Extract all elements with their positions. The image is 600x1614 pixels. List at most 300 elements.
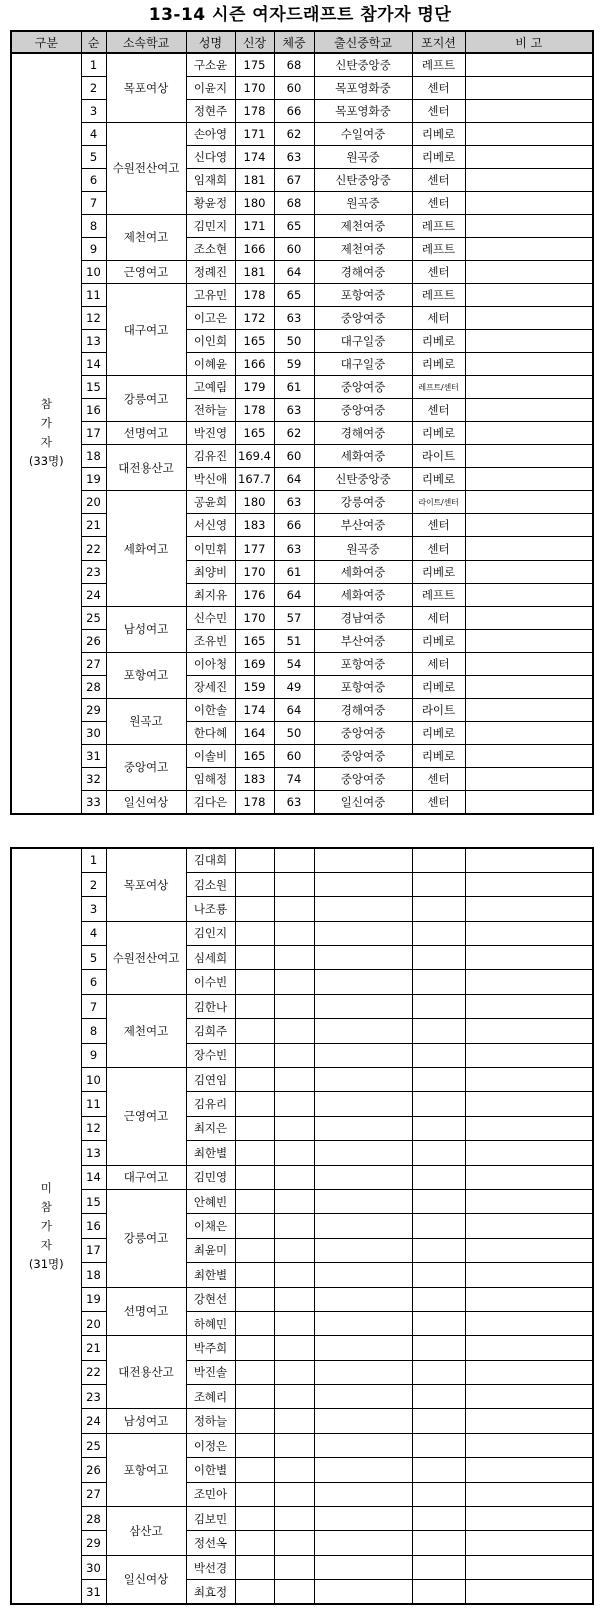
player-name: 박신애 bbox=[186, 468, 235, 491]
player-name: 최지은 bbox=[186, 1116, 235, 1140]
row-number: 15 bbox=[81, 376, 106, 399]
player-height: 170 bbox=[235, 76, 274, 99]
player-name: 나조룡 bbox=[186, 897, 235, 921]
player-name: 정현주 bbox=[186, 99, 235, 122]
player-middle-school: 일신여중 bbox=[314, 791, 412, 814]
player-position bbox=[412, 1311, 465, 1335]
player-height: 178 bbox=[235, 283, 274, 306]
row-number: 32 bbox=[81, 767, 106, 790]
row-number: 19 bbox=[81, 1287, 106, 1311]
player-height bbox=[235, 872, 274, 896]
player-position bbox=[412, 946, 465, 970]
player-name: 최한별 bbox=[186, 1263, 235, 1287]
player-height: 169 bbox=[235, 652, 274, 675]
player-middle-school bbox=[314, 1019, 412, 1043]
player-middle-school: 목포영화중 bbox=[314, 76, 412, 99]
player-position bbox=[412, 1068, 465, 1092]
table-row bbox=[11, 921, 593, 945]
player-weight bbox=[274, 872, 314, 896]
row-number: 13 bbox=[81, 330, 106, 353]
row-number: 17 bbox=[81, 422, 106, 445]
player-weight bbox=[274, 1433, 314, 1457]
row-number: 7 bbox=[81, 994, 106, 1018]
player-weight: 57 bbox=[274, 606, 314, 629]
player-name: 황윤정 bbox=[186, 191, 235, 214]
player-middle-school: 중앙여중 bbox=[314, 767, 412, 790]
player-remarks bbox=[465, 1092, 593, 1116]
player-remarks bbox=[465, 1433, 593, 1457]
player-middle-school: 중앙여중 bbox=[314, 399, 412, 422]
player-position: 센터 bbox=[412, 399, 465, 422]
player-middle-school bbox=[314, 1385, 412, 1409]
player-height bbox=[235, 1507, 274, 1531]
player-position bbox=[412, 1189, 465, 1213]
player-middle-school: 대구일중 bbox=[314, 330, 412, 353]
player-remarks bbox=[465, 237, 593, 260]
player-weight bbox=[274, 1214, 314, 1238]
col-header-weight: 체중 bbox=[274, 31, 314, 53]
player-remarks bbox=[465, 168, 593, 191]
player-remarks bbox=[465, 1555, 593, 1579]
player-remarks bbox=[465, 1531, 593, 1555]
table-row bbox=[11, 1385, 593, 1409]
player-remarks bbox=[465, 399, 593, 422]
player-middle-school bbox=[314, 1555, 412, 1579]
col-header-group: 구분 bbox=[11, 31, 81, 53]
player-name: 이정은 bbox=[186, 1433, 235, 1457]
school-name: 대구여고 bbox=[106, 1165, 186, 1189]
row-number: 5 bbox=[81, 145, 106, 168]
group-label-line: 미 bbox=[40, 1180, 52, 1195]
player-name: 장수빈 bbox=[186, 1043, 235, 1067]
player-remarks bbox=[465, 1458, 593, 1482]
player-name: 조소현 bbox=[186, 237, 235, 260]
table-row bbox=[11, 307, 593, 330]
table-row bbox=[11, 652, 593, 675]
row-number: 29 bbox=[81, 1531, 106, 1555]
player-middle-school: 경해여중 bbox=[314, 422, 412, 445]
player-name: 김유진 bbox=[186, 445, 235, 468]
player-height bbox=[235, 1336, 274, 1360]
player-position bbox=[412, 1238, 465, 1262]
player-middle-school bbox=[314, 1043, 412, 1067]
player-remarks bbox=[465, 283, 593, 306]
player-weight: 50 bbox=[274, 330, 314, 353]
player-weight: 61 bbox=[274, 376, 314, 399]
player-middle-school: 세화여중 bbox=[314, 560, 412, 583]
table-row bbox=[11, 122, 593, 145]
player-name: 김소원 bbox=[186, 872, 235, 896]
group-label-line: (33명) bbox=[28, 454, 64, 469]
player-remarks bbox=[465, 1409, 593, 1433]
non-participants-table bbox=[10, 847, 594, 1605]
player-remarks bbox=[465, 122, 593, 145]
player-height: 166 bbox=[235, 353, 274, 376]
player-weight: 51 bbox=[274, 629, 314, 652]
player-remarks bbox=[465, 921, 593, 945]
table-row bbox=[11, 1409, 593, 1433]
school-name: 선명여고 bbox=[106, 1287, 186, 1336]
row-number: 8 bbox=[81, 214, 106, 237]
player-middle-school bbox=[314, 970, 412, 994]
table-row bbox=[11, 191, 593, 214]
player-position: 레프트 bbox=[412, 583, 465, 606]
player-remarks bbox=[465, 1116, 593, 1140]
player-name: 이솔비 bbox=[186, 744, 235, 767]
table-row bbox=[11, 994, 593, 1018]
player-height bbox=[235, 1165, 274, 1189]
player-weight: 60 bbox=[274, 744, 314, 767]
player-middle-school: 제천여중 bbox=[314, 214, 412, 237]
player-weight bbox=[274, 1555, 314, 1579]
player-weight bbox=[274, 994, 314, 1018]
row-number: 24 bbox=[81, 1409, 106, 1433]
player-weight bbox=[274, 1287, 314, 1311]
player-middle-school bbox=[314, 1165, 412, 1189]
player-remarks bbox=[465, 353, 593, 376]
player-middle-school bbox=[314, 1116, 412, 1140]
school-name: 제천여고 bbox=[106, 214, 186, 260]
player-name: 하혜민 bbox=[186, 1311, 235, 1335]
player-name: 김인지 bbox=[186, 921, 235, 945]
player-remarks bbox=[465, 537, 593, 560]
school-name: 포항여고 bbox=[106, 1433, 186, 1506]
row-number: 2 bbox=[81, 76, 106, 99]
player-weight bbox=[274, 970, 314, 994]
player-remarks bbox=[465, 307, 593, 330]
player-middle-school bbox=[314, 921, 412, 945]
player-weight: 68 bbox=[274, 191, 314, 214]
player-remarks bbox=[465, 1336, 593, 1360]
player-weight bbox=[274, 1263, 314, 1287]
row-number: 23 bbox=[81, 1385, 106, 1409]
player-name: 신다영 bbox=[186, 145, 235, 168]
table-row bbox=[11, 514, 593, 537]
player-middle-school: 대구일중 bbox=[314, 353, 412, 376]
player-weight: 64 bbox=[274, 583, 314, 606]
table-row bbox=[11, 1116, 593, 1140]
row-number: 4 bbox=[81, 921, 106, 945]
player-name: 이윤지 bbox=[186, 76, 235, 99]
player-middle-school bbox=[314, 1336, 412, 1360]
player-remarks bbox=[465, 872, 593, 896]
player-weight bbox=[274, 1116, 314, 1140]
player-weight bbox=[274, 1165, 314, 1189]
player-weight: 63 bbox=[274, 537, 314, 560]
table-row bbox=[11, 1092, 593, 1116]
player-position: 센터 bbox=[412, 191, 465, 214]
player-position: 센터 bbox=[412, 168, 465, 191]
player-height: 183 bbox=[235, 767, 274, 790]
player-remarks bbox=[465, 1189, 593, 1213]
player-weight bbox=[274, 848, 314, 872]
player-height: 181 bbox=[235, 260, 274, 283]
player-remarks bbox=[465, 652, 593, 675]
column-header-table bbox=[10, 30, 594, 54]
player-name: 한다혜 bbox=[186, 721, 235, 744]
player-position bbox=[412, 994, 465, 1018]
player-middle-school bbox=[314, 1068, 412, 1092]
player-weight bbox=[274, 1580, 314, 1604]
player-height bbox=[235, 1116, 274, 1140]
player-position bbox=[412, 1336, 465, 1360]
player-position bbox=[412, 921, 465, 945]
table-row bbox=[11, 1287, 593, 1311]
player-remarks bbox=[465, 491, 593, 514]
player-remarks bbox=[465, 698, 593, 721]
player-height: 174 bbox=[235, 145, 274, 168]
row-number: 33 bbox=[81, 791, 106, 814]
table-row bbox=[11, 1531, 593, 1555]
player-position bbox=[412, 1141, 465, 1165]
player-position bbox=[412, 1458, 465, 1482]
player-weight: 54 bbox=[274, 652, 314, 675]
group-label-line: 자 bbox=[40, 435, 52, 450]
player-weight: 74 bbox=[274, 767, 314, 790]
player-name: 정례진 bbox=[186, 260, 235, 283]
player-position bbox=[412, 1043, 465, 1067]
player-name: 이아청 bbox=[186, 652, 235, 675]
table-row bbox=[11, 53, 593, 76]
player-height: 177 bbox=[235, 537, 274, 560]
player-weight: 63 bbox=[274, 145, 314, 168]
row-number: 2 bbox=[81, 872, 106, 896]
player-position: 라이트 bbox=[412, 445, 465, 468]
table-row bbox=[11, 1482, 593, 1506]
player-middle-school: 세화여중 bbox=[314, 445, 412, 468]
row-number: 4 bbox=[81, 122, 106, 145]
player-remarks bbox=[465, 1482, 593, 1506]
player-middle-school bbox=[314, 1507, 412, 1531]
player-name: 이고은 bbox=[186, 307, 235, 330]
player-middle-school bbox=[314, 1311, 412, 1335]
player-remarks bbox=[465, 1385, 593, 1409]
player-height bbox=[235, 1263, 274, 1287]
col-header-name: 성명 bbox=[186, 31, 235, 53]
player-middle-school bbox=[314, 1458, 412, 1482]
player-middle-school: 중앙여중 bbox=[314, 721, 412, 744]
player-name: 최한별 bbox=[186, 1141, 235, 1165]
table-row bbox=[11, 897, 593, 921]
player-name: 김희주 bbox=[186, 1019, 235, 1043]
row-number: 6 bbox=[81, 970, 106, 994]
player-position: 센터 bbox=[412, 99, 465, 122]
player-name: 박주희 bbox=[186, 1336, 235, 1360]
player-position bbox=[412, 1580, 465, 1604]
participants-table bbox=[10, 52, 594, 815]
row-number: 6 bbox=[81, 168, 106, 191]
player-remarks bbox=[465, 76, 593, 99]
table-row bbox=[11, 330, 593, 353]
row-number: 16 bbox=[81, 1214, 106, 1238]
table-row bbox=[11, 1263, 593, 1287]
group-label-line: 가 bbox=[40, 1218, 52, 1233]
player-remarks bbox=[465, 330, 593, 353]
player-middle-school bbox=[314, 872, 412, 896]
player-position: 세터 bbox=[412, 652, 465, 675]
row-number: 10 bbox=[81, 1068, 106, 1092]
player-middle-school: 신탄중앙중 bbox=[314, 468, 412, 491]
table-row bbox=[11, 214, 593, 237]
player-name: 정선옥 bbox=[186, 1531, 235, 1555]
player-remarks bbox=[465, 583, 593, 606]
player-position: 라이트 bbox=[412, 698, 465, 721]
school-name: 근영여고 bbox=[106, 1068, 186, 1166]
player-remarks bbox=[465, 468, 593, 491]
player-name: 최양비 bbox=[186, 560, 235, 583]
table-row bbox=[11, 260, 593, 283]
player-position bbox=[412, 1165, 465, 1189]
table-row bbox=[11, 698, 593, 721]
table-row bbox=[11, 537, 593, 560]
player-name: 김한나 bbox=[186, 994, 235, 1018]
row-number: 18 bbox=[81, 1263, 106, 1287]
player-middle-school: 포항여중 bbox=[314, 652, 412, 675]
player-height bbox=[235, 1189, 274, 1213]
player-remarks bbox=[465, 675, 593, 698]
row-number: 11 bbox=[81, 283, 106, 306]
player-name: 장세진 bbox=[186, 675, 235, 698]
group-label-line: (31명) bbox=[28, 1256, 64, 1271]
row-number: 23 bbox=[81, 560, 106, 583]
table-row bbox=[11, 283, 593, 306]
player-height: 167.7 bbox=[235, 468, 274, 491]
player-middle-school: 중앙여중 bbox=[314, 376, 412, 399]
row-number: 20 bbox=[81, 491, 106, 514]
player-height bbox=[235, 1043, 274, 1067]
player-name: 박선경 bbox=[186, 1555, 235, 1579]
table-row bbox=[11, 399, 593, 422]
table-row bbox=[11, 1580, 593, 1604]
player-height: 165 bbox=[235, 744, 274, 767]
row-number: 31 bbox=[81, 1580, 106, 1604]
player-middle-school: 제천여중 bbox=[314, 237, 412, 260]
table-row bbox=[11, 237, 593, 260]
player-position bbox=[412, 1214, 465, 1238]
player-position: 리베로 bbox=[412, 145, 465, 168]
row-number: 28 bbox=[81, 675, 106, 698]
table-row bbox=[11, 1336, 593, 1360]
player-middle-school: 강릉여중 bbox=[314, 491, 412, 514]
player-height: 176 bbox=[235, 583, 274, 606]
player-height: 183 bbox=[235, 514, 274, 537]
player-middle-school bbox=[314, 1214, 412, 1238]
player-height: 179 bbox=[235, 376, 274, 399]
row-number: 28 bbox=[81, 1507, 106, 1531]
player-height: 169.4 bbox=[235, 445, 274, 468]
table-row bbox=[11, 491, 593, 514]
player-remarks bbox=[465, 1238, 593, 1262]
player-remarks bbox=[465, 1165, 593, 1189]
table-row bbox=[11, 468, 593, 491]
player-remarks bbox=[465, 1043, 593, 1067]
table-row bbox=[11, 721, 593, 744]
player-name: 김민지 bbox=[186, 214, 235, 237]
player-name: 최윤미 bbox=[186, 1238, 235, 1262]
row-number: 7 bbox=[81, 191, 106, 214]
player-weight: 68 bbox=[274, 53, 314, 76]
player-remarks bbox=[465, 946, 593, 970]
player-remarks bbox=[465, 1068, 593, 1092]
player-height: 171 bbox=[235, 122, 274, 145]
group-label-line: 자 bbox=[40, 1237, 52, 1252]
player-name: 박진영 bbox=[186, 422, 235, 445]
player-position bbox=[412, 1507, 465, 1531]
row-number: 20 bbox=[81, 1311, 106, 1335]
col-header-position: 포지션 bbox=[412, 31, 465, 53]
table-row bbox=[11, 1555, 593, 1579]
player-position: 리베로 bbox=[412, 721, 465, 744]
row-number: 24 bbox=[81, 583, 106, 606]
player-position bbox=[412, 1409, 465, 1433]
player-name: 손아영 bbox=[186, 122, 235, 145]
player-remarks bbox=[465, 721, 593, 744]
table-row bbox=[11, 606, 593, 629]
player-position bbox=[412, 1019, 465, 1043]
group-label-line: 참 bbox=[40, 397, 52, 412]
player-remarks bbox=[465, 629, 593, 652]
row-number: 21 bbox=[81, 514, 106, 537]
player-remarks bbox=[465, 767, 593, 790]
player-height: 175 bbox=[235, 53, 274, 76]
row-number: 14 bbox=[81, 353, 106, 376]
player-name: 신수민 bbox=[186, 606, 235, 629]
table-row bbox=[11, 848, 593, 872]
school-name: 남성여고 bbox=[106, 1409, 186, 1433]
player-remarks bbox=[465, 1019, 593, 1043]
player-middle-school: 수일여중 bbox=[314, 122, 412, 145]
player-position bbox=[412, 1116, 465, 1140]
school-name: 대구여고 bbox=[106, 283, 186, 375]
player-weight: 60 bbox=[274, 76, 314, 99]
player-remarks bbox=[465, 53, 593, 76]
player-name: 이혜윤 bbox=[186, 353, 235, 376]
player-middle-school: 경해여중 bbox=[314, 698, 412, 721]
player-middle-school bbox=[314, 1238, 412, 1262]
player-weight: 64 bbox=[274, 260, 314, 283]
player-remarks bbox=[465, 514, 593, 537]
player-middle-school bbox=[314, 1409, 412, 1433]
player-middle-school bbox=[314, 994, 412, 1018]
player-name: 임해정 bbox=[186, 767, 235, 790]
row-number: 5 bbox=[81, 946, 106, 970]
group-label-cell bbox=[11, 53, 81, 814]
player-position: 리베로 bbox=[412, 353, 465, 376]
player-position: 센터 bbox=[412, 791, 465, 814]
player-middle-school: 포항여중 bbox=[314, 283, 412, 306]
player-height bbox=[235, 897, 274, 921]
player-name: 조혜리 bbox=[186, 1385, 235, 1409]
player-weight bbox=[274, 1385, 314, 1409]
player-weight bbox=[274, 1068, 314, 1092]
player-weight bbox=[274, 1092, 314, 1116]
row-number: 8 bbox=[81, 1019, 106, 1043]
row-number: 21 bbox=[81, 1336, 106, 1360]
player-position bbox=[412, 1092, 465, 1116]
player-position bbox=[412, 1287, 465, 1311]
table-row bbox=[11, 76, 593, 99]
table-row bbox=[11, 1433, 593, 1457]
school-name: 세화여고 bbox=[106, 491, 186, 606]
table-row bbox=[11, 376, 593, 399]
player-name: 최지유 bbox=[186, 583, 235, 606]
player-middle-school: 중앙여중 bbox=[314, 307, 412, 330]
player-position: 레프트/센터 bbox=[412, 376, 465, 399]
player-middle-school bbox=[314, 1141, 412, 1165]
player-weight: 64 bbox=[274, 698, 314, 721]
player-position bbox=[412, 872, 465, 896]
player-weight bbox=[274, 946, 314, 970]
